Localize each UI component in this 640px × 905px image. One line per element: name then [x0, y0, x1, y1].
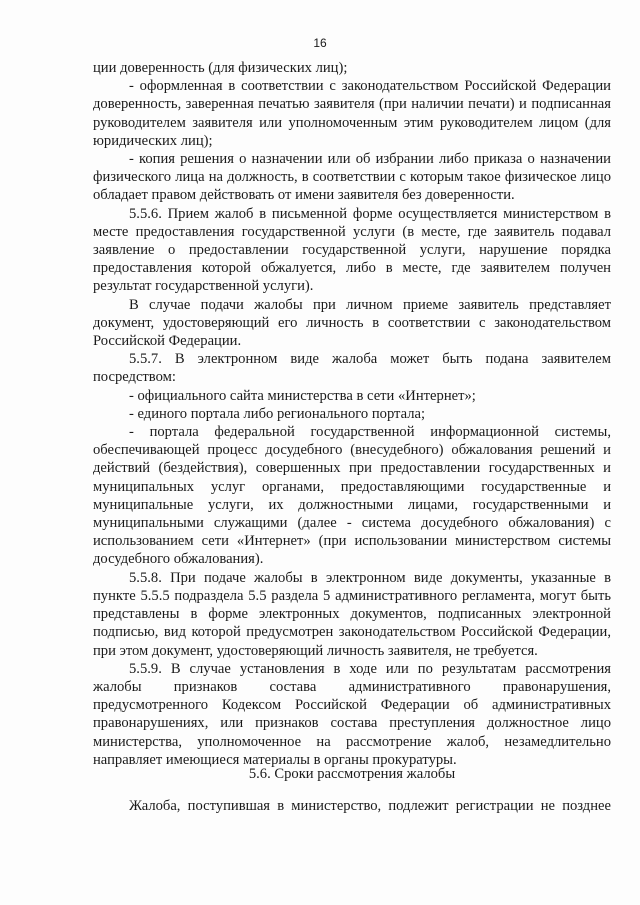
paragraph-5-5-7: 5.5.7. В электронном виде жалоба может быть подана заявителем посредством: [93, 351, 611, 386]
list-item-portal: - единого портала либо регионального портала; [129, 405, 426, 422]
paragraph-5-5-8: 5.5.8. При подаче жалобы в электронном виде документы, указанные в пункте 5.5.5 подраздела 5.5 раздела 5 административного регламента, могут быть представлены в форме электронных документов, подписанных электронной подписью, вид которой предусмотрен законодательством Российской Федерации, при этом документ, удостоверяющий личность заявителя, не требуется. [93, 569, 611, 659]
paragraph-appointment-copy: - копия решения о назначении или об избрании либо приказа о назначении физического лица на должность, в соответствии с которым такое физическое лицо обладает правом действовать от имени заявителя без доверенности. [93, 151, 611, 204]
paragraph-registration: Жалоба, поступившая в министерство, подлежит регистрации не позднее [129, 798, 611, 814]
section-heading: 5.6. Сроки рассмотрения жалобы [248, 766, 456, 782]
body-text [93, 59, 611, 769]
list-item-federal-system: - портала федеральной государственной информационной системы, обеспечивающей процесс досудебного (внесудебного) обжалования решений и действий (бездействия), совершенных при предоставлении государственных и муниципальных услуг органами, предоставляющими государственные и муниципальные услуги, их должностными лицами, государственными и муниципальными служащими (далее - система досудебного обжалования) с использованием сети «Интернет» (при использовании министерством системы досудебного обжалования). [93, 424, 611, 568]
paragraph-continuation: ции доверенность (для физических лиц); [93, 60, 348, 76]
paragraph-power-of-attorney-legal: - оформленная в соответствии с законодательством Российской Федерации доверенность, заверенная печатью заявителя (при наличии печати) и подписанная руководителем заявителя или уполномоченным этим руководителем лицом (для юридических лиц); [93, 78, 611, 149]
list-item-official-site: - официального сайта министерства в сети «Интернет»; [129, 387, 476, 404]
paragraph-personal-reception: В случае подачи жалобы при личном приеме заявитель представляет документ, удостоверяющий его личность в соответствии с законодательством Российской Федерации. [93, 296, 611, 350]
page-number: 16 [313, 36, 327, 50]
paragraph-5-5-9: 5.5.9. В случае установления в ходе или по результатам рассмотрения жалобы признаков состава административного правонарушения, предусмотренного Кодексом Российской Федерации об административных правонарушениях, или признаков состава преступления должностное лицо министерства, уполномоченное на рассмотрение жалоб, незамедлительно направляет имеющиеся материалы в органы прокуратуры. [93, 660, 611, 768]
paragraph-5-5-6: 5.5.6. Прием жалоб в письменной форме осуществляется министерством в месте предоставления государственной услуги (в месте, где заявитель подавал заявление о предоставлении государственной услуги, нарушение порядка предоставления которой обжалуется, либо в месте, где заявителем получен результат государственной услуги). [93, 205, 611, 295]
